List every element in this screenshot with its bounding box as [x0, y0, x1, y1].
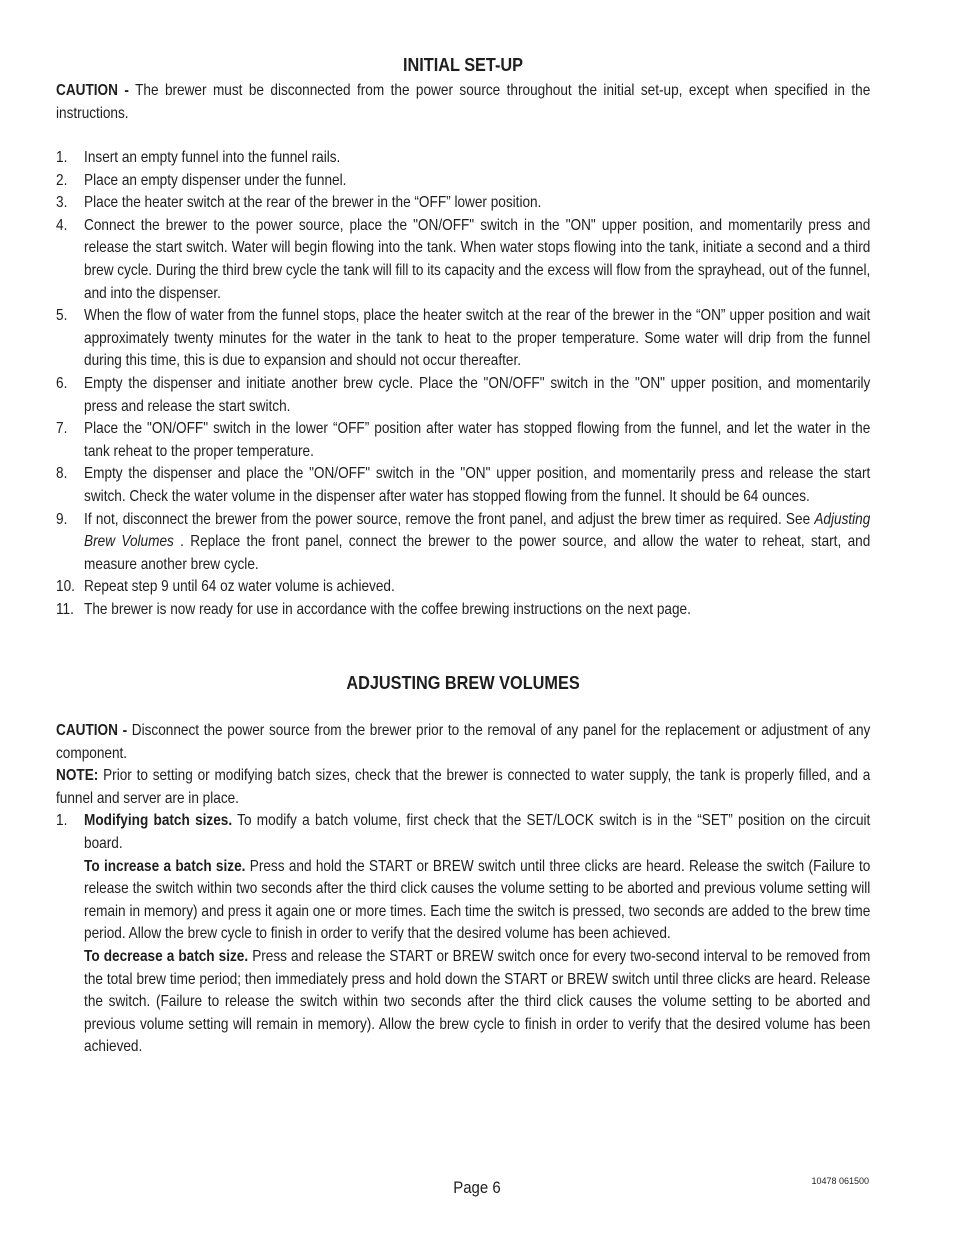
list-item: 4. Connect the brewer to the power source, place the "ON/OFF" switch in the "ON" upper position, and momentarily press and release the start switch. Water will begin flowing into the tank. When water stops flowing into the tank, initiate a second and a third brew cycle. During the third brew cycle the tank will fill to its capacity and the excess will flow from the sprayhead, out of the funnel, and into the dispenser. [56, 216, 871, 302]
note-paragraph: NOTE: Prior to setting or modifying batch sizes, check that the brewer is connected to water supply, the tank is properly filled, and a funnel and server are in place. [56, 767, 871, 807]
page-number: Page 6 [453, 1178, 501, 1197]
list-item: 11. The brewer is now ready for use in accordance with the coffee brewing instructions on the next page. [56, 600, 691, 618]
section-title-adjusting-brew-volumes: ADJUSTING BREW VOLUMES [346, 672, 580, 693]
list-item: 8. Empty the dispenser and place the "ON/OFF" switch in the "ON" upper position, and momentarily press and release the start switch. Check the water volume in the dispenser after water has stopped flowing from the funnel. It should be 64 ounces. [56, 465, 871, 505]
setup-steps [56, 147, 870, 621]
list-item: 5. When the flow of water from the funnel stops, place the heater switch at the rear of the brewer in the “ON” upper position and wait approximately twenty minutes for the water in the tank to heat to the proper temperature. Some water will drip from the funnel during this time, this is due to expansion and should not occur thereafter. [56, 307, 871, 370]
caution-label: CAUTION - [56, 82, 129, 99]
cross-reference-link: Adjusting Brew Volumes [84, 510, 871, 551]
document-code: 10478 061500 [811, 1176, 869, 1186]
list-item: 10. Repeat step 9 until 64 oz water volume is achieved. [56, 578, 395, 596]
caution-paragraph-setup [56, 80, 870, 125]
list-item: 3. Place the heater switch at the rear of the brewer in the “OFF” lower position. [56, 194, 542, 212]
list-item: 2. Place an empty dispenser under the funnel. [56, 171, 347, 189]
list-item: 1. Insert an empty funnel into the funnel rails. [56, 149, 341, 166]
adjusting-section-body [56, 720, 870, 1059]
list-item: 6. Empty the dispenser and initiate another brew cycle. Place the "ON/OFF" switch in the "ON" upper position, and momentarily press and release the start switch. [56, 374, 871, 415]
list-item: 9. If not, disconnect the brewer from the power source, remove the front panel, and adjust the brew timer as required. See Adjusting Brew Volumes . Replace the front panel, connect the brewer to the power source, and allow the water to reheat, start, and measure another brew cycle. [56, 510, 871, 573]
caution-text: The brewer must be disconnected from the power source throughout the initial set-up, except when specified in the instructions. [56, 82, 871, 122]
decrease-paragraph: To decrease a batch size. Press and release the START or BREW switch once for every two-second interval to be removed from the total brew time period; then immediately press and hold down the START or BREW switch until three clicks are heard. Release the switch. (Failure to release the switch within two seconds after the third click causes the volume setting to be aborted and previous volume setting will remain in memory). Allow the brew cycle to finish in order to verify that the desired volume has been achieved. [84, 947, 871, 1056]
increase-paragraph: To increase a batch size. Press and hold the START or BREW switch until three clicks are heard. Release the switch (Failure to release the switch within two seconds after the third click causes the volume setting to be aborted and previous volume setting will remain in memory) and press it again one or more times. Each time the switch is pressed, two seconds are added to the brew time period. Allow the brew cycle to finish in order to verify that the desired volume has been achieved. [84, 857, 871, 943]
caution-paragraph-adjust: CAUTION - Disconnect the power source from the brewer prior to the removal of any panel for the replacement or adjustment of any component. [56, 722, 871, 762]
section-title-initial-setup: INITIAL SET-UP [402, 54, 524, 75]
list-item: 7. Place the "ON/OFF" switch in the lower “OFF” position after water has stopped flowing from the funnel, and let the water in the tank reheat to the proper temperature. [56, 420, 871, 460]
list-item: 1. Modifying batch sizes. To modify a batch volume, first check that the SET/LOCK switch is in the “SET” position on the circuit board. [56, 812, 871, 852]
